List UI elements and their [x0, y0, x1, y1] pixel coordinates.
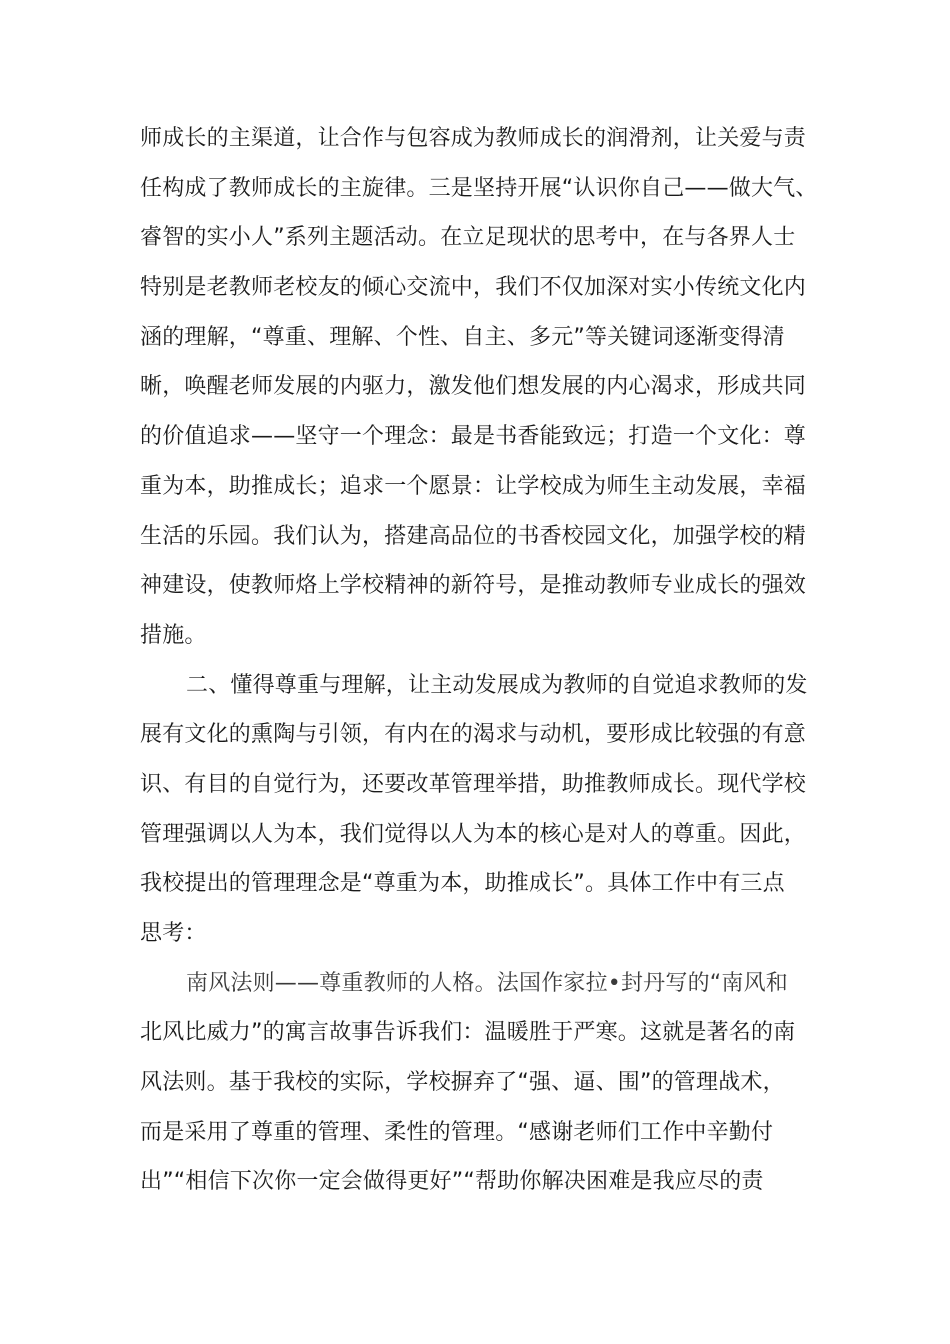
text-line: 风法则。基于我校的实际，学校摒弃了“强、逼、围”的管理战术，: [140, 1070, 785, 1095]
text-line: 管理强调以人为本，我们觉得以人为本的核心是对人的尊重。因此，: [140, 822, 807, 847]
text-line: 特别是老教师老校友的倾心交流中，我们不仅加深对实小传统文化内: [140, 275, 807, 300]
text-line: 晰，唤醒老师发展的内驱力，激发他们想发展的内心渴求，形成共同: [140, 374, 807, 399]
text-line: 任构成了教师成长的主旋律。三是坚持开展“认识你自己——做大气、: [140, 176, 818, 201]
text-line: 我校提出的管理理念是“尊重为本，助推成长”。具体工作中有三点: [140, 871, 785, 896]
text-line: 出”“相信下次你一定会做得更好”“帮助你解决困难是我应尽的责: [140, 1169, 764, 1194]
text-line: 而是采用了尊重的管理、柔性的管理。“感谢老师们工作中辛勤付: [140, 1120, 774, 1145]
text-line: 师成长的主渠道，让合作与包容成为教师成长的润滑剂，让关爱与责: [140, 126, 807, 151]
text-line: 思考：: [140, 921, 207, 946]
text-line: 生活的乐园。我们认为，搭建高品位的书香校园文化，加强学校的精: [140, 524, 807, 549]
text-line: 神建设，使教师烙上学校精神的新符号，是推动教师专业成长的强效: [140, 573, 807, 598]
paragraph-start-line: 南风法则——尊重教师的人格。法国作家拉•封丹写的“南风和: [186, 971, 788, 996]
text-line: 涵的理解，“尊重、理解、个性、自主、多元”等关键词逐渐变得清: [140, 325, 785, 350]
text-line: 睿智的实小人”系列主题活动。在立足现状的思考中，在与各界人士: [140, 225, 796, 250]
text-line: 北风比威力”的寓言故事告诉我们：温暖胜于严寒。这就是著名的南: [140, 1020, 796, 1045]
text-line: 识、有目的自觉行为，还要改革管理举措，助推教师成长。现代学校: [140, 772, 807, 797]
text-line: 展有文化的熏陶与引领，有内在的渴求与动机，要形成比较强的有意: [140, 722, 807, 747]
text-line: 的价值追求——坚守一个理念：最是书香能致远；打造一个文化：尊: [140, 424, 807, 449]
section-heading-line: 二、懂得尊重与理解，让主动发展成为教师的自觉追求教师的发: [186, 673, 808, 698]
text-line: 重为本，助推成长；追求一个愿景：让学校成为师生主动发展，幸福: [140, 474, 807, 499]
text-line: 措施。: [140, 623, 207, 648]
